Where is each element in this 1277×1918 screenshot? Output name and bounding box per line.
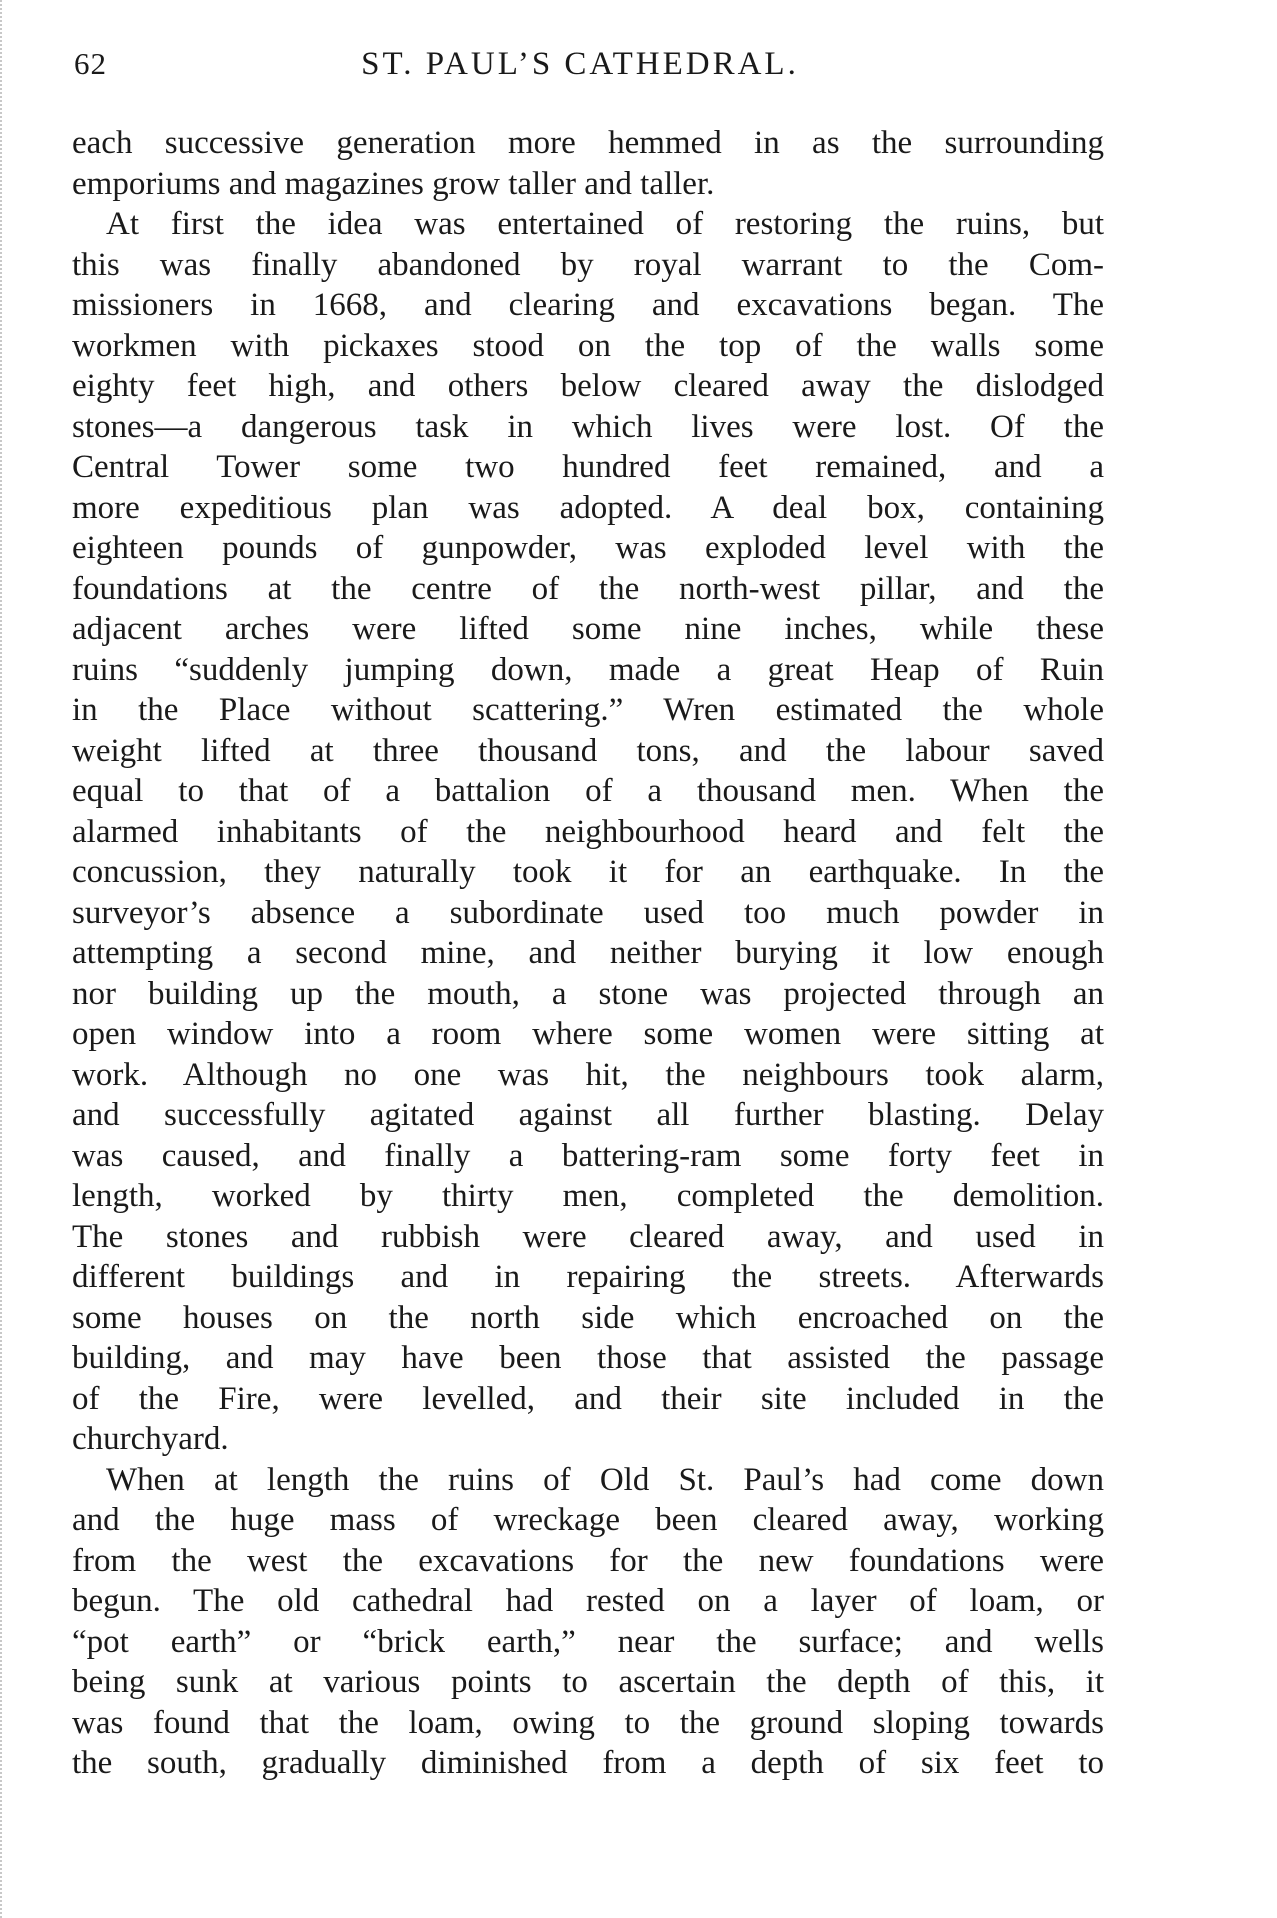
text-line: some houses on the north side which encroached on the xyxy=(72,1299,1104,1336)
text-line: more expeditious plan was adopted. A deal box, containing xyxy=(72,489,1104,526)
body-text xyxy=(72,123,1104,1784)
text-line: emporiums and magazines grow taller and taller. xyxy=(72,165,715,202)
text-line: The stones and rubbish were cleared away, and used in xyxy=(72,1218,1104,1255)
text-line: missioners in 1668, and clearing and excavations began. The xyxy=(72,287,1104,323)
text-line: equal to that of a battalion of a thousand men. When the xyxy=(72,773,1104,809)
text-line: eighty feet high, and others below cleared away the dislodged xyxy=(72,368,1104,404)
text-line: building, and may have been those that assisted the passage xyxy=(72,1340,1104,1376)
text-line: different buildings and in repairing the streets. Afterwards xyxy=(72,1259,1104,1295)
text-line: stones—a dangerous task in which lives were lost. Of the xyxy=(72,408,1104,445)
text-line: open window into a room where some women were sitting at xyxy=(72,1016,1104,1052)
text-line: from the west the excavations for the new foundations were xyxy=(72,1542,1104,1579)
text-line: When at length the ruins of Old St. Paul’s had come down xyxy=(106,1461,1104,1498)
page-number: 62 xyxy=(74,46,107,81)
text-line: begun. The old cathedral had rested on a layer of loam, or xyxy=(72,1583,1104,1619)
page-header xyxy=(70,46,1090,90)
text-line: this was finally abandoned by royal warrant to the Com- xyxy=(72,246,1104,283)
text-line: the south, gradually diminished from a depth of six feet to xyxy=(72,1745,1104,1781)
text-line: At first the idea was entertained of restoring the ruins, but xyxy=(106,206,1104,242)
text-line: ruins “suddenly jumping down, made a great Heap of Ruin xyxy=(72,651,1104,688)
text-line: of the Fire, were levelled, and their site included in the xyxy=(72,1380,1104,1417)
text-line: and the huge mass of wreckage been cleared away, working xyxy=(72,1502,1104,1538)
text-line: was caused, and finally a battering-ram some forty feet in xyxy=(72,1137,1104,1174)
text-line: Central Tower some two hundred feet remained, and a xyxy=(72,449,1104,485)
text-line: attempting a second mine, and neither burying it low enough xyxy=(72,935,1104,971)
text-line: churchyard. xyxy=(72,1421,229,1457)
text-line: eighteen pounds of gunpowder, was exploded level with the xyxy=(72,530,1104,566)
text-line: concussion, they naturally took it for an earthquake. In the xyxy=(72,854,1104,890)
text-line: being sunk at various points to ascertain the depth of this, it xyxy=(72,1664,1104,1700)
text-line: was found that the loam, owing to the ground sloping towards xyxy=(72,1704,1104,1741)
text-line: weight lifted at three thousand tons, and the labour saved xyxy=(72,732,1104,769)
left-margin-dots xyxy=(0,0,6,1918)
text-line: “pot earth” or “brick earth,” near the surface; and wells xyxy=(72,1623,1104,1660)
text-line: workmen with pickaxes stood on the top of the walls some xyxy=(72,327,1104,364)
text-line: work. Although no one was hit, the neighbours took alarm, xyxy=(72,1056,1104,1093)
text-line: foundations at the centre of the north-west pillar, and the xyxy=(72,570,1104,607)
running-title: ST. PAUL’S CATHEDRAL. xyxy=(361,46,799,82)
text-line: alarmed inhabitants of the neighbourhood heard and felt the xyxy=(72,813,1104,850)
text-line: in the Place without scattering.” Wren estimated the whole xyxy=(72,692,1104,728)
text-line: surveyor’s absence a subordinate used too much powder in xyxy=(72,894,1104,931)
text-line: length, worked by thirty men, completed the demolition. xyxy=(72,1178,1104,1214)
text-line: and successfully agitated against all further blasting. Delay xyxy=(72,1097,1104,1133)
text-line: adjacent arches were lifted some nine inches, while these xyxy=(72,611,1104,647)
text-line: each successive generation more hemmed in as the surrounding xyxy=(72,125,1104,161)
text-line: nor building up the mouth, a stone was projected through an xyxy=(72,975,1104,1012)
